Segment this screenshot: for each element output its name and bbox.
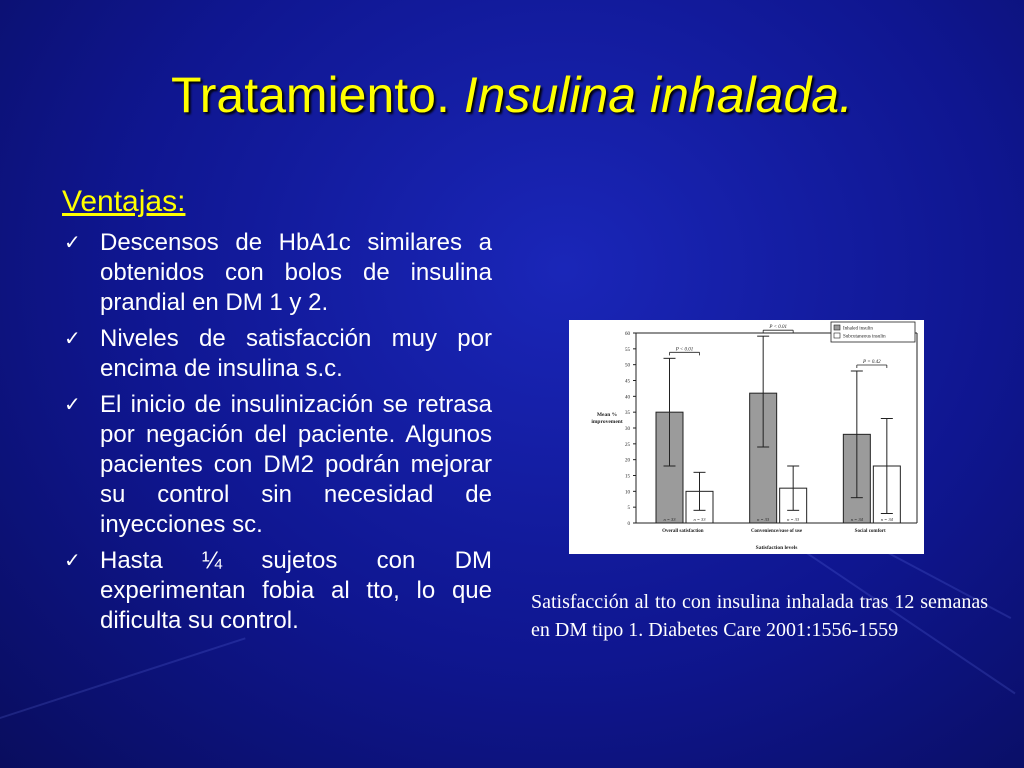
y-tick-label: 0	[627, 522, 630, 527]
n-label: n = 33	[663, 517, 676, 522]
y-axis-label-line: improvement	[591, 419, 623, 425]
slide-title	[0, 60, 1024, 130]
bullet-item	[62, 390, 492, 540]
section-heading: Ventajas:	[62, 185, 186, 218]
y-tick-label: 55	[625, 347, 630, 353]
p-value-label: P < 0.01	[769, 325, 787, 331]
bullet-text: Descensos de HbA1c similares a obtenidos con bolos de insulina prandial en DM 1 y 2.	[100, 229, 492, 316]
x-axis-label: Satisfaction levels	[755, 545, 798, 551]
bullet-text: El inicio de insulinización se retrasa por negación del paciente. Algunos pacientes con DM2 podrán mejorar su control sin necesidad de inyecciones sc.	[100, 391, 492, 538]
y-tick-label: 40	[625, 395, 630, 401]
bullet-item	[62, 324, 492, 384]
background-streak	[0, 637, 246, 732]
x-tick-label: Social comfort	[854, 529, 886, 534]
y-tick-label: 50	[625, 363, 630, 369]
y-tick-label: 25	[625, 442, 630, 448]
title-plain: Tratamiento.	[171, 67, 450, 123]
legend-swatch-inhaled	[834, 325, 840, 330]
bullet-text: Niveles de satisfacción muy por encima de insulina s.c.	[100, 325, 492, 382]
x-tick-label: Convenience/ease of use	[750, 529, 803, 534]
p-value-label: P < 0.01	[675, 347, 694, 353]
n-label: n = 33	[787, 517, 800, 522]
check-icon: ✓	[64, 550, 81, 572]
n-label: n = 34	[880, 517, 893, 522]
p-value-label: P = 0.42	[863, 360, 881, 365]
legend-label-subcutaneous: Subcutaneous insulin	[843, 334, 886, 340]
n-label: n = 33	[757, 517, 770, 522]
y-tick-label: 10	[625, 490, 630, 496]
n-label: n = 33	[693, 517, 706, 522]
bullet-item	[62, 546, 492, 636]
check-icon: ✓	[64, 394, 81, 416]
chart-figure	[569, 320, 924, 554]
y-axis-label-line: Mean %	[596, 412, 618, 418]
check-icon: ✓	[64, 328, 81, 350]
x-tick-label: Overall satisfaction	[662, 529, 704, 534]
y-tick-label: 35	[625, 411, 630, 417]
bullet-list	[62, 228, 492, 642]
n-label: n = 34	[850, 517, 863, 522]
bullet-item	[62, 228, 492, 318]
y-tick-label: 20	[625, 458, 630, 464]
y-tick-label: 15	[625, 474, 630, 480]
satisfaction-chart	[569, 320, 924, 554]
y-tick-label: 45	[625, 379, 630, 385]
y-tick-label: 30	[625, 427, 630, 432]
figure-caption: Satisfacción al tto con insulina inhalada tras 12 semanas en DM tipo 1. Diabetes Care 2001:1556-1559	[531, 591, 988, 641]
legend-label-inhaled: Inhaled insulin	[843, 326, 873, 332]
y-tick-label: 5	[627, 506, 630, 512]
check-icon: ✓	[64, 232, 81, 254]
y-tick-label: 60	[625, 332, 630, 337]
legend-swatch-subcutaneous	[834, 333, 840, 338]
title-italic: Insulina inhalada.	[463, 67, 853, 123]
bullet-text: Hasta ¼ sujetos con DM experimentan fobia al tto, lo que dificulta su control.	[100, 547, 492, 634]
